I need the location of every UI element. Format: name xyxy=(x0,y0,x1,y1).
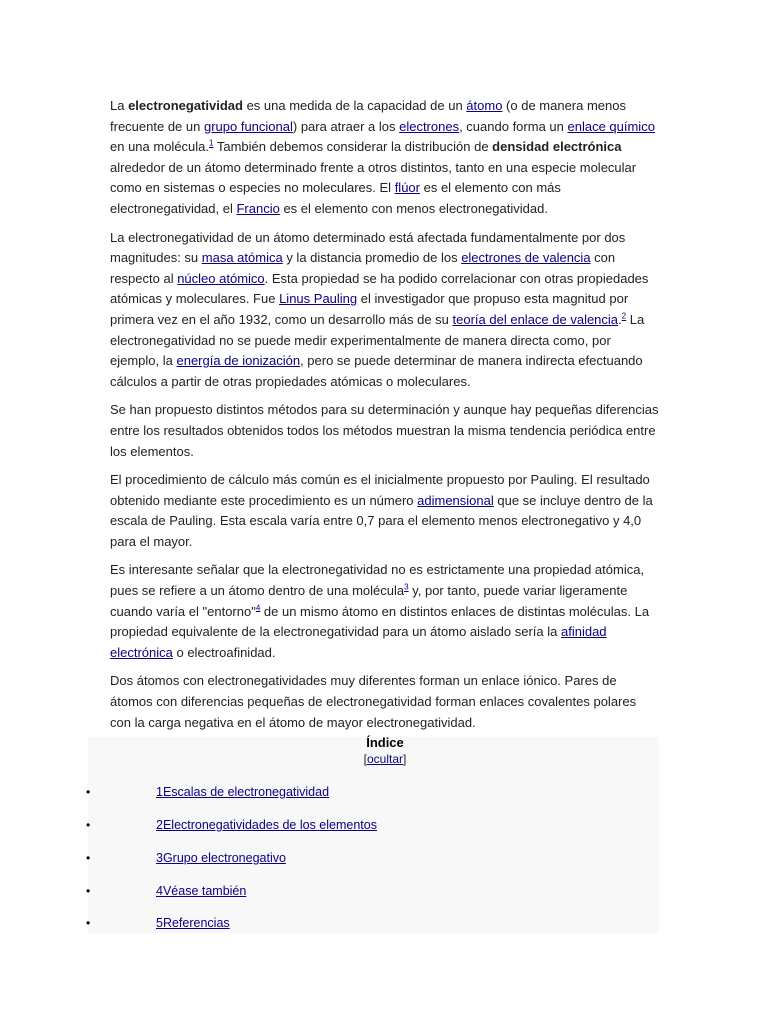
link-electrones[interactable]: electrones xyxy=(399,118,460,134)
reference-1[interactable]: 1 xyxy=(209,138,214,148)
link-adimensional[interactable]: adimensional xyxy=(417,492,494,508)
link-masa-atomica[interactable]: masa atómica xyxy=(201,250,283,266)
toc-toggle: [ocultar] xyxy=(363,752,407,766)
bullet-icon: • xyxy=(86,916,91,930)
reference-4[interactable]: 4 xyxy=(255,603,261,613)
paragraph-methods: Se han propuesto distintos métodos para su determinación y aunque hay pequeñas diferencias entre los resultados obtenidos todos los métodos muestran la misma tendencia periódica entre los elementos. xyxy=(110,402,659,459)
paragraph-molecule: Es interesante señalar que la electronegatividad no es estrictamente una propiedad atómica, pues se refiere a un átomo dentro de una molécula$^3$ y, por tanto, puede variar ligeramente cuando varía el "entorno"$^4$ de un mismo átomo en distintos enlaces de distintas moléculas. La propiedad equivalente de la electronegatividad para un átomo aislado sería la afinidad electrónica o electroafinidad. xyxy=(110,562,650,660)
link-enlace-quimico[interactable]: enlace químico xyxy=(567,118,655,134)
link-afinidad-electronica[interactable]: afinidad electrónica xyxy=(110,624,607,660)
toc-container xyxy=(88,737,659,933)
paragraph-factors: La electronegatividad de un átomo determinado está afectada fundamentalmente por dos magnitudes: su masa atómica y la distancia promedio de los electrones de valencia con respecto al núcleo atómico. Esta propiedad se ha podido correlacionar con otras propiedades atómicas y moleculares. Fue Linus Pauling el investigador que propuso esta magnitud por primera vez en el año 1932, como un desarrollo más de su teoría del enlace de valencia.$^2$ La electronegatividad no se puede medir experimentalmente de manera directa como, por ejemplo, la energía de ionización, pero se puede determinar de manera indirecta efectuando cálculos a partir de otras propiedades atómicas o moleculares. xyxy=(110,229,649,389)
link-energia-ionizacion[interactable]: energía de ionización xyxy=(176,353,301,369)
link-electrones-de-valencia[interactable]: electrones de valencia xyxy=(461,250,591,266)
paragraph-pauling-scale: El procedimiento de cálculo más común es el inicialmente propuesto por Pauling. El resultado obtenido mediante este procedimiento es un número adimensional que se incluye dentro de la escala de Pauling. Esta escala varía entre 0,7 para el elemento menos electronegativo y 4,0 para el mayor. xyxy=(110,472,653,549)
link-teoria-enlace-valencia[interactable]: teoría del enlace de valencia xyxy=(452,311,619,327)
toc-link-electronegatividades[interactable]: 2Electronegatividades de los elementos xyxy=(156,818,377,832)
link-linus-pauling[interactable]: Linus Pauling xyxy=(279,291,358,307)
bullet-icon: • xyxy=(86,851,91,865)
link-nucleo-atomico[interactable]: núcleo atómico xyxy=(177,270,265,286)
article-body xyxy=(110,96,660,741)
toc-link-escalas[interactable]: 1Escalas de electronegatividad xyxy=(156,785,330,799)
link-grupo-funcional[interactable]: grupo funcional xyxy=(203,118,293,134)
reference-3[interactable]: 3 xyxy=(404,582,409,592)
bold-term: electronegatividad xyxy=(128,98,243,113)
bold-term: densidad electrónica xyxy=(492,139,622,155)
toc-link-vease[interactable]: 4Véase también xyxy=(156,884,247,898)
toc-link-referencias[interactable]: 5Referencias xyxy=(156,916,230,930)
reference-2[interactable]: 2 xyxy=(621,311,627,321)
link-atomo[interactable]: átomo xyxy=(466,98,503,113)
toc-hide-link[interactable]: ocultar xyxy=(366,752,404,766)
link-francio[interactable]: Francio xyxy=(236,200,280,216)
paragraph-bonds: Dos átomos con electronegatividades muy diferentes forman un enlace iónico. Pares de átomos con diferencias pequeñas de electronegatividad forman enlaces covalentes polares con la carga negativa en el átomo de mayor electronegatividad. xyxy=(110,673,637,730)
bullet-icon: • xyxy=(86,785,91,799)
bullet-icon: • xyxy=(86,884,91,898)
toc-title: Índice xyxy=(366,735,404,750)
paragraph-intro: La electronegatividad es una medida de la capacidad de un átomo (o de manera menos frecuente de un grupo funcional) para atraer a los electrones, cuando forma un enlace químico en una molécula.$^1$ También debemos considerar la distribución de densidad electrónica alrededor de un átomo determinado frente a otros distintos, tanto en una especie molecular como en sistemas o especies no moleculares. El flúor es el elemento con más electronegatividad, el Francio es el elemento con menos electronegatividad. xyxy=(110,98,655,216)
bullet-icon: • xyxy=(86,818,91,832)
link-fluor[interactable]: flúor xyxy=(394,180,420,196)
toc-link-grupo[interactable]: 3Grupo electronegativo xyxy=(156,851,286,865)
